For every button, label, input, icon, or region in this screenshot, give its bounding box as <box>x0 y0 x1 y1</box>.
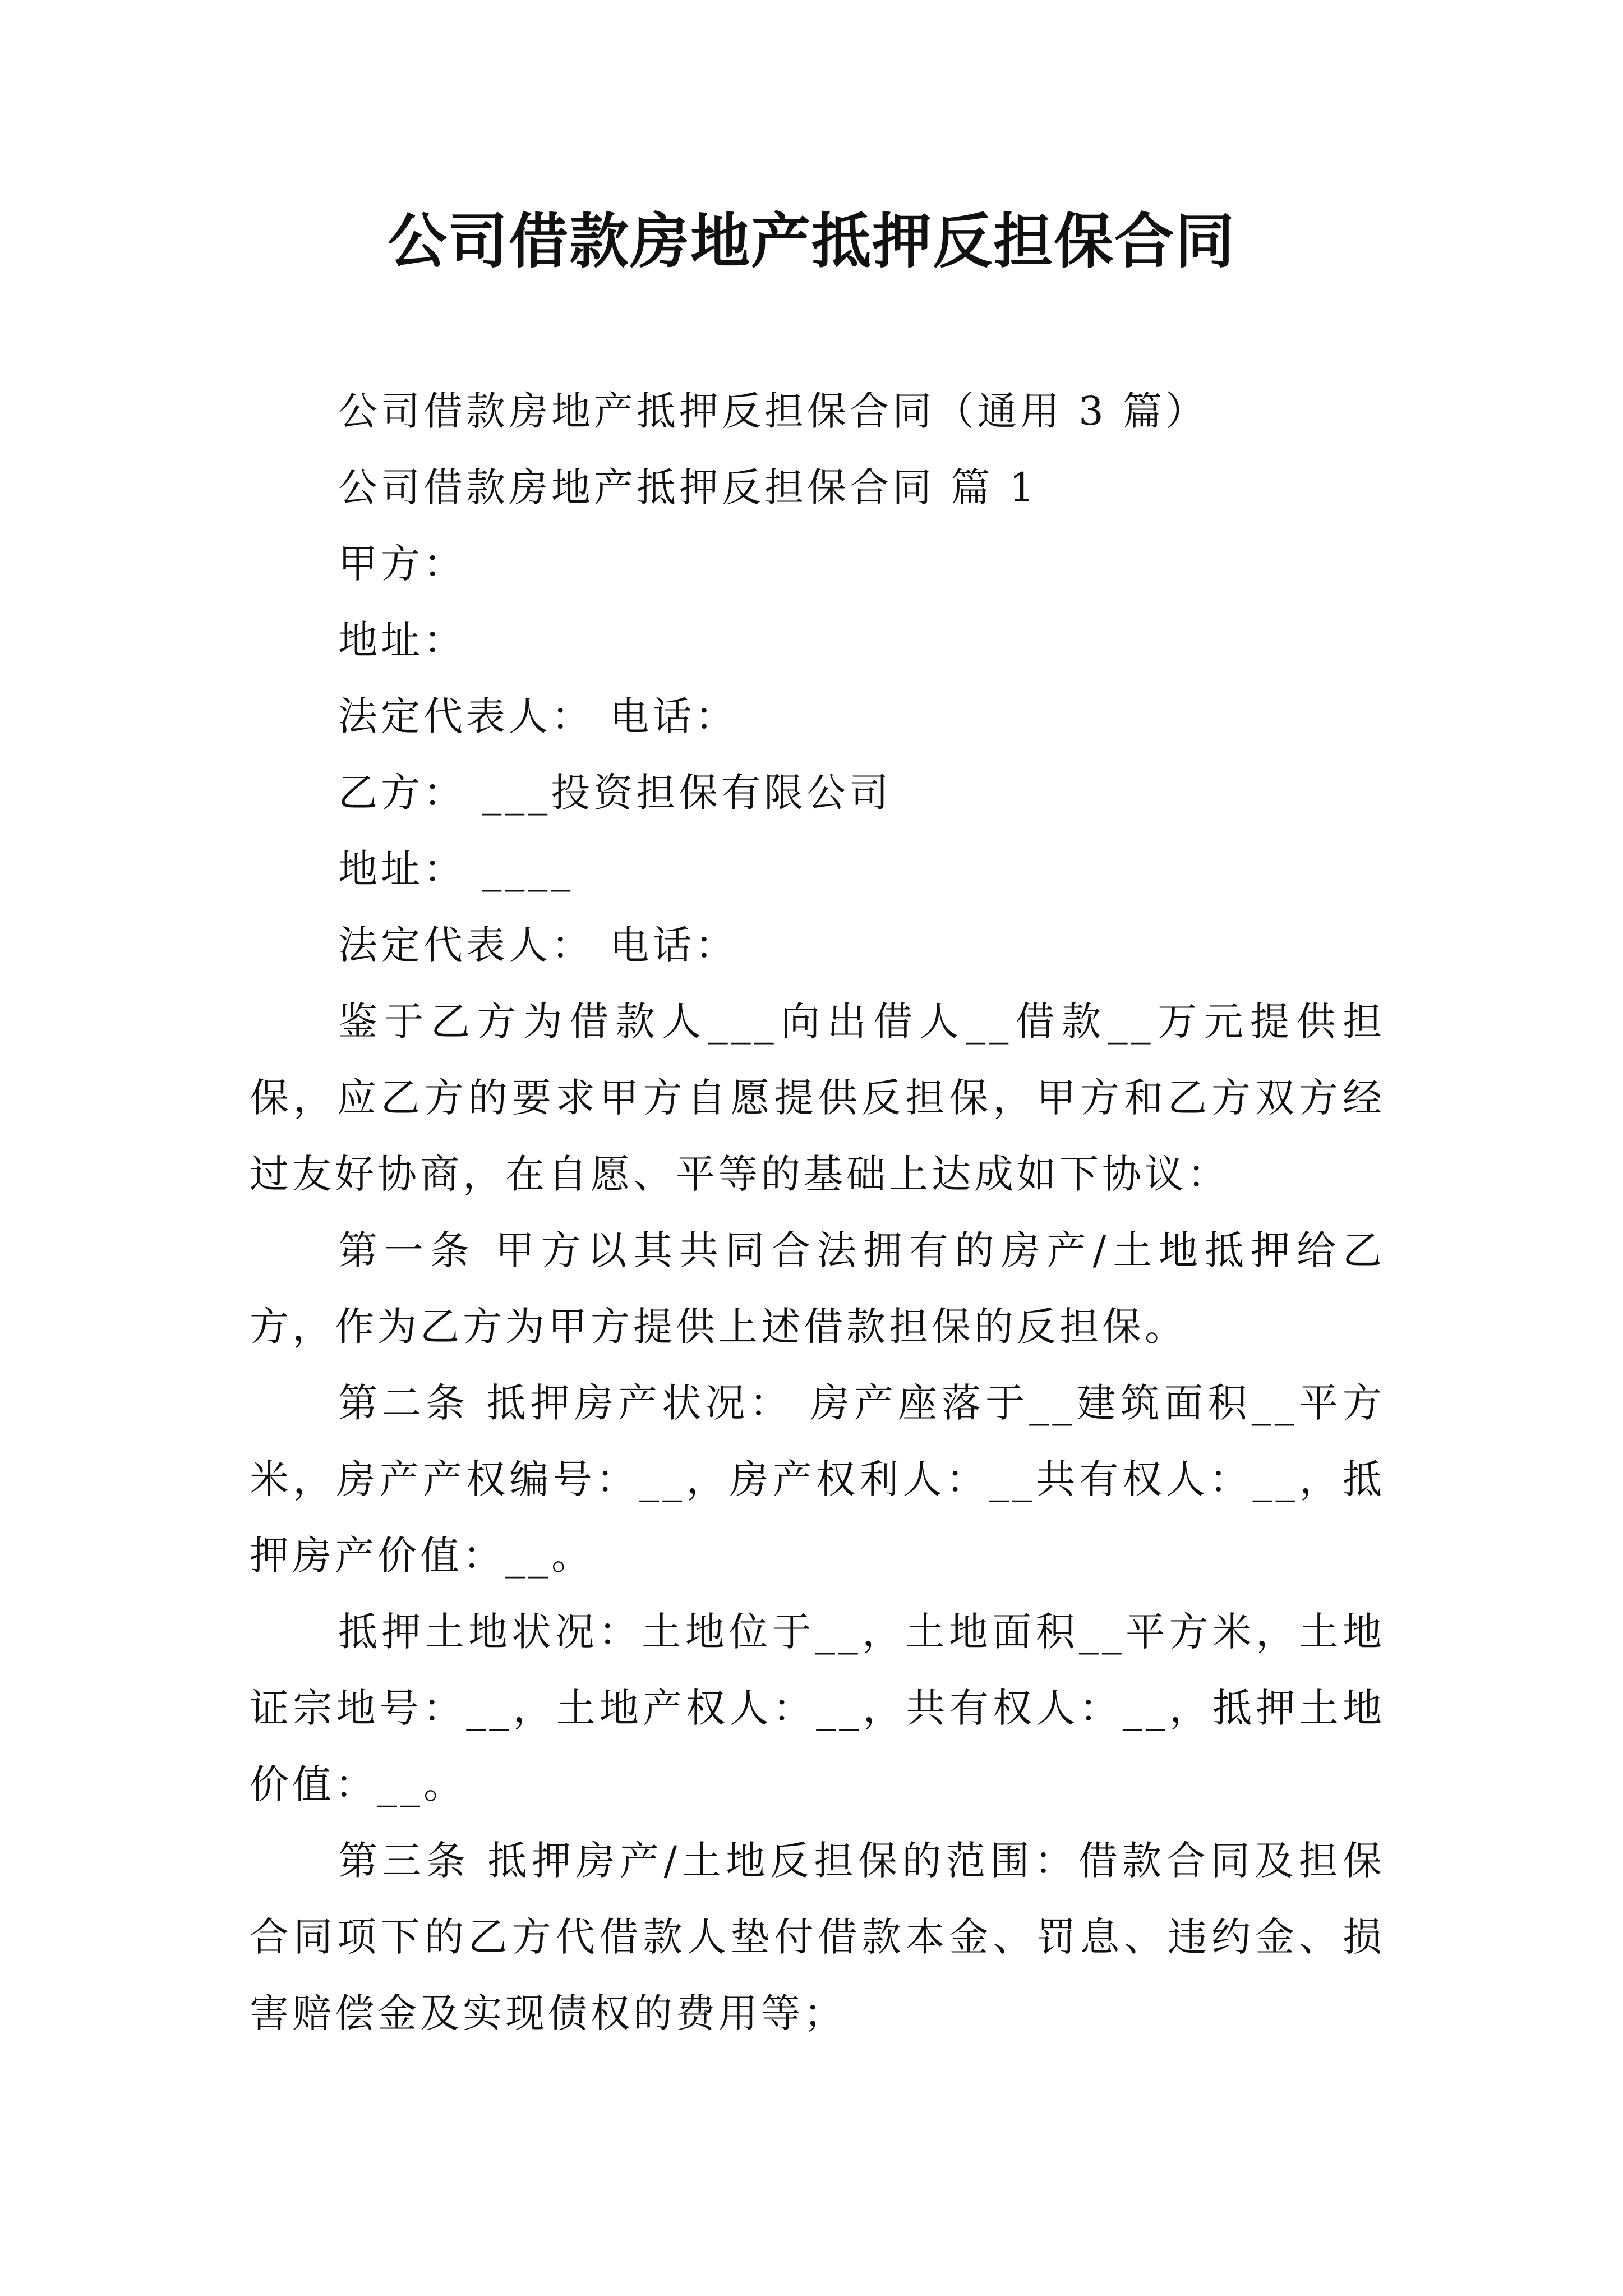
paragraph-party-b: 乙方： ___投资担保有限公司 <box>338 770 892 816</box>
paragraph-subtitle: 公司借款房地产抵押反担保合同（通用 3 篇） <box>338 388 1209 434</box>
paragraph-article-1: 第一条 甲方以其共同合法拥有的房产/土地抵押给乙方，作为乙方为甲方提供上述借款担保的反担保。 <box>250 1227 1385 1350</box>
document-body <box>250 373 1385 2051</box>
paragraph-land-status: 抵押土地状况：土地位于__，土地面积__平方米，土地证宗地号：__，土地产权人：__，共有权人：__，抵押土地价值：__。 <box>250 1609 1385 1807</box>
paragraph-article-3: 第三条 抵押房产/土地反担保的范围：借款合同及担保合同项下的乙方代借款人垫付借款本金、罚息、违约金、损害赔偿金及实现债权的费用等； <box>250 1838 1385 2036</box>
paragraph-party-b-representative: 法定代表人： 电话： <box>338 922 738 968</box>
paragraph-party-a-representative: 法定代表人： 电话： <box>338 693 738 739</box>
paragraph-article-2: 第二条 抵押房产状况： 房产座落于__建筑面积__平方米，房产产权编号：__，房产权利人：__共有权人：__，抵押房产价值：__。 <box>250 1380 1385 1579</box>
paragraph-party-a-address: 地址： <box>338 617 466 663</box>
paragraph-party-a: 甲方： <box>338 541 466 587</box>
paragraph-party-b-address: 地址： ____ <box>338 846 574 892</box>
paragraph-section-heading: 公司借款房地产抵押反担保合同 篇 1 <box>338 464 1038 510</box>
document-title: 公司借款房地产抵押反担保合同 <box>388 206 1235 276</box>
paragraph-preamble: 鉴于乙方为借款人___向出借人__借款__万元提供担保，应乙方的要求甲方自愿提供反担保，甲方和乙方双方经过友好协商，在自愿、平等的基础上达成如下协议： <box>250 999 1385 1197</box>
